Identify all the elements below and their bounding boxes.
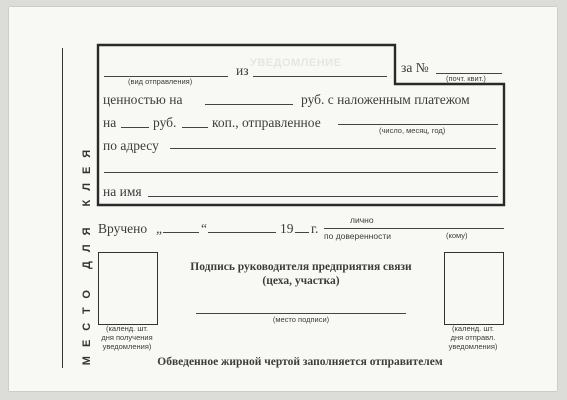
dispatch-stamp-caption xyxy=(433,324,513,351)
value-label: ценностью на xyxy=(103,92,183,107)
receipt-stamp-caption-line: (календ. шт. xyxy=(105,324,149,333)
open-quote: „ xyxy=(156,221,162,236)
from-field[interactable] xyxy=(253,76,387,77)
name-label: на имя xyxy=(103,184,142,199)
address-field-2[interactable] xyxy=(104,172,498,173)
glue-area-label: МЕСТО ДЛЯ КЛЕЯ xyxy=(81,140,93,366)
bleed-through-text: УВЕДОМЛЕНИЕ xyxy=(250,57,342,69)
dispatch-stamp-caption-line: дня отправл. xyxy=(450,333,496,342)
delivered-month-field[interactable] xyxy=(208,232,276,233)
signature-subtitle: (цеха, участка) xyxy=(262,275,340,287)
rub-label: руб. xyxy=(153,115,177,130)
cod-rub-field[interactable] xyxy=(121,127,149,128)
glue-area xyxy=(41,48,93,368)
signature-title: Подпись руководителя предприятия связи xyxy=(190,261,412,273)
signature-field[interactable] xyxy=(196,313,406,314)
year-label: г. xyxy=(311,221,319,236)
delivered-day-field[interactable] xyxy=(163,232,199,233)
dispatch-stamp-caption-line: уведомления) xyxy=(448,342,498,351)
receipt-stamp-box[interactable] xyxy=(98,252,158,325)
dispatch-stamp-box[interactable] xyxy=(444,252,504,325)
by-proxy-label: по доверенности xyxy=(324,231,391,241)
kop-sent-label: коп., отправленное xyxy=(212,115,321,130)
century-label: 19 xyxy=(280,221,294,236)
address-label: по адресу xyxy=(103,138,159,153)
cod-label: руб. с наложенным платежом xyxy=(301,92,470,107)
dispatch-type-hint: (вид отправления) xyxy=(128,77,193,86)
date-hint: (число, месяц, год) xyxy=(379,126,446,135)
personally-label: лично xyxy=(350,215,374,225)
cod-na-label: на xyxy=(103,115,117,130)
recipient-field[interactable] xyxy=(324,228,504,229)
signature-place-hint: (место подписи) xyxy=(272,315,330,324)
name-field[interactable] xyxy=(148,196,498,197)
receipt-stamp-caption-line: уведомления) xyxy=(102,342,152,351)
close-quote: “ xyxy=(201,221,207,236)
delivered-year-field[interactable] xyxy=(295,232,309,233)
footer-note: Обведенное жирной чертой заполняется отправителем xyxy=(157,356,443,368)
cod-kop-field[interactable] xyxy=(182,127,208,128)
value-amount-field[interactable] xyxy=(205,104,293,105)
receipt-stamp-caption xyxy=(87,324,167,351)
dispatch-stamp-caption-line: (календ. шт. xyxy=(451,324,495,333)
date-field[interactable] xyxy=(338,124,498,125)
receipt-stamp-caption-line: дня получения xyxy=(101,333,153,342)
address-field[interactable] xyxy=(170,148,496,149)
whom-hint: (кому) xyxy=(446,231,468,240)
delivered-label: Вручено xyxy=(98,221,148,236)
from-label: из xyxy=(236,63,249,78)
receipt-hint: (почт. квит.) xyxy=(446,74,486,83)
number-label: за № xyxy=(401,60,429,75)
glue-divider-line xyxy=(62,48,63,368)
